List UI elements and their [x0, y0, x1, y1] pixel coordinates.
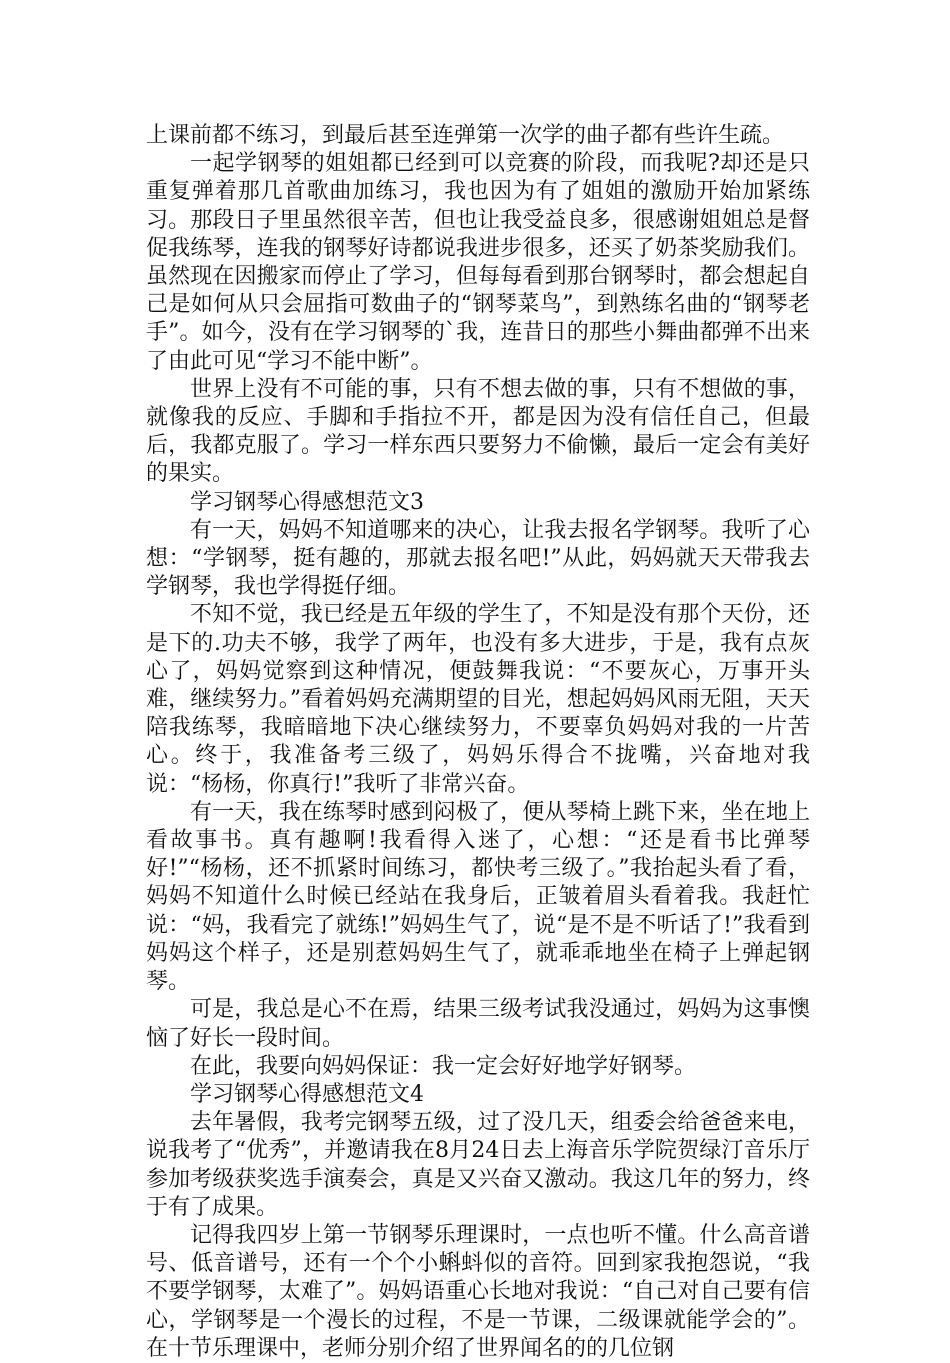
paragraph: 在此，我要向妈妈保证：我一定会好好地学好钢琴。: [190, 1053, 697, 1079]
section-heading: 学习钢琴心得感想范文3: [190, 489, 424, 515]
continuation-paragraph: 上课前都不练习，到最后甚至连弹第一次学的曲子都有些许生疏。: [146, 123, 785, 148]
paragraph: 可是，我总是心不在焉，结果三级考试我没通过，妈妈为这事懊恼了好长一段时间。: [146, 997, 810, 1051]
paragraph: 有一天，妈妈不知道哪来的决心，让我去报名学钢琴。我听了心想：“学钢琴，挺有趣的，那就去报名吧!”从此，妈妈就天天带我去学钢琴，我也学得挺仔细。: [146, 517, 810, 600]
paragraph: 有一天，我在练琴时感到闷极了，便从琴椅上跳下来，坐在地上看故事书。真有趣啊!我看得入迷了，心想：“还是看书比弹琴好!”“杨杨，还不抓紧时间练习，都快考三级了。”我抬起头看了看，妈妈不知道什么时候已经站在我身后，正皱着眉头看着我。我赶忙说：“妈，我看完了就练!”妈妈生气了，说“是不是不听话了!”我看到妈妈这个样子，还是别惹妈妈生气了，就乖乖地坐在椅子上弹起钢琴。: [146, 799, 810, 995]
document-body: [146, 122, 810, 1363]
paragraph: 不知不觉，我已经是五年级的学生了，不知是没有那个天份，还是下的.功夫不够，我学了两年，也没有多大进步，于是，我有点灰心了，妈妈觉察到这种情况，便鼓舞我说：“不要灰心，万事开头难，继续努力。”看着妈妈充满期望的目光，想起妈妈风雨无阻，天天陪我练琴，我暗暗地下决心继续努力，不要辜负妈妈对我的一片苦心。终于，我准备考三级了，妈妈乐得合不拢嘴，兴奋地对我说：“杨杨，你真行!”我听了非常兴奋。: [146, 602, 810, 797]
section-heading: 学习钢琴心得感想范文4: [190, 1081, 424, 1107]
paragraph: 记得我四岁上第一节钢琴乐理课时，一点也听不懂。什么高音谱号、低音谱号，还有一个个小蝌蚪似的音符。回到家我抱怨说，“我不要学钢琴，太难了”。妈妈语重心长地对我说：“自己对自己要有信心，学钢琴是一个漫长的过程，不是一节课，二级课就能学会的”。在十节乐理课中，老师分别介绍了世界闻名的的几位钢: [146, 1222, 810, 1361]
paragraph: 世界上没有不可能的事，只有不想去做的事，只有不想做的事，就像我的反应、手脚和手指拉不开，都是因为没有信任自己，但最后，我都克服了。学习一样东西只要努力不偷懒，最后一定会有美好的果实。: [146, 376, 810, 487]
paragraph: 去年暑假，我考完钢琴五级，过了没几天，组委会给爸爸来电，说我考了“优秀”，并邀请我在8月24日去上海音乐学院贺绿汀音乐厅参加考级获奖选手演奏会，真是又兴奋又激动。我这几年的努力，终于有了成果。: [146, 1110, 810, 1220]
paragraph: 一起学钢琴的姐姐都已经到可以竞赛的阶段，而我呢?却还是只重复弹着那几首歌曲加练习，我也因为有了姐姐的激励开始加紧练习。那段日子里虽然很辛苦，但也让我受益良多，很感谢姐姐总是督促我练琴，连我的钢琴好诗都说我进步很多，还买了奶茶奖励我们。虽然现在因搬家而停止了学习，但每每看到那台钢琴时，都会想起自己是如何从只会屈指可数曲子的“钢琴菜鸟”，到熟练名曲的“钢琴老手”。如今，没有在学习钢琴的`我，连昔日的那些小舞曲都弹不出来了由此可见“学习不能中断”。: [146, 151, 810, 374]
